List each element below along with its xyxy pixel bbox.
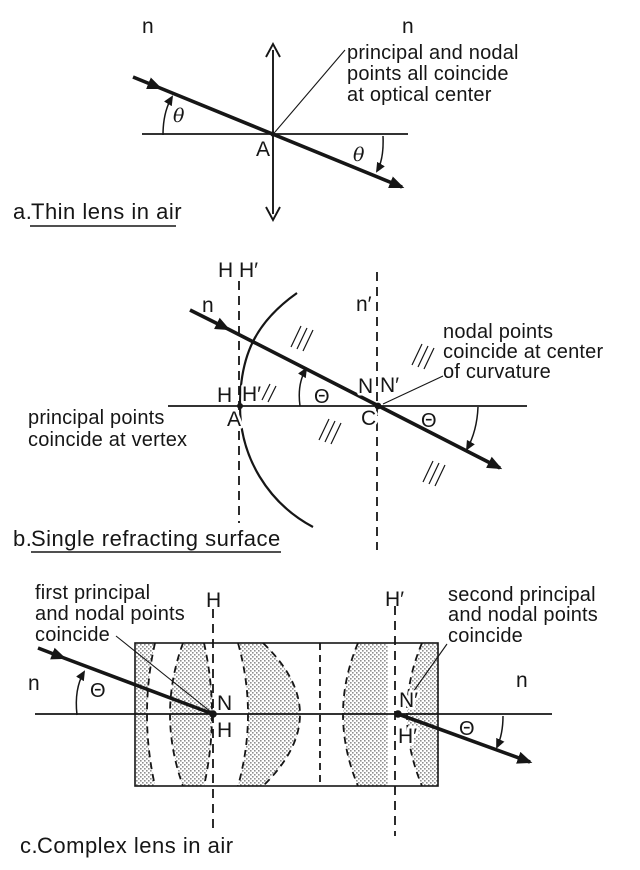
fig-b-h-prime-label: H′	[242, 383, 262, 406]
fig-c-note-right-line-2: and nodal points	[448, 604, 598, 626]
fig-c-principal-prime-label: H′	[398, 725, 418, 748]
fig-b-glass-hatch-1	[291, 326, 313, 351]
fig-b-theta-lower-label: Θ	[421, 410, 437, 432]
fig-b-nodal-label: N	[358, 375, 374, 398]
fig-c-nodal-label: N	[217, 692, 233, 715]
fig-c-h-prime-plane-label: H′	[385, 588, 405, 611]
fig-a-caption: Thin lens in air	[31, 199, 183, 224]
fig-b-glass-hatch-3	[319, 419, 341, 444]
fig-c-note-left-line-1: first principal	[35, 582, 151, 604]
fig-b-glass-hatch-2	[262, 384, 276, 402]
fig-b-note-left-line-2: coincide at vertex	[28, 429, 188, 451]
fig-c-note-right-line-3: coincide	[448, 625, 523, 647]
fig-a-theta-left-label: θ	[173, 105, 185, 127]
fig-a-vertex-label: A	[256, 138, 271, 161]
fig-b-caption-prefix: b.	[13, 526, 33, 551]
fig-a-index-n-right-label: n	[402, 15, 414, 38]
fig-b-theta-upper-label: Θ	[314, 386, 330, 408]
fig-a-note-callout-line	[275, 50, 345, 132]
fig-b-center-label: C	[361, 407, 377, 430]
fig-c-principal-label: H	[217, 719, 233, 742]
fig-a-caption-prefix: a.	[13, 199, 33, 224]
fig-a-angle-arc-left	[163, 97, 172, 135]
fig-b-refracting-surface	[240, 293, 313, 527]
fig-b-h-label: H	[217, 384, 233, 407]
figure-c-complex-lens	[20, 582, 598, 858]
fig-b-angle-arc-upper	[299, 369, 306, 406]
fig-c-theta-left-label: Θ	[90, 680, 106, 702]
fig-b-note-left-line-1: principal points	[28, 407, 165, 429]
fig-b-caption: Single refracting surface	[31, 526, 281, 551]
fig-c-index-n-left-label: n	[28, 672, 40, 695]
figure-a-thin-lens	[13, 15, 519, 226]
fig-b-nodal-prime-label: N′	[380, 374, 400, 397]
fig-b-glass-hatch-4	[412, 344, 434, 369]
fig-c-angle-arc-left	[76, 672, 84, 715]
fig-a-note-line-3: at optical center	[347, 84, 492, 106]
fig-b-vertex-label: A	[227, 408, 242, 431]
fig-c-index-n-right-label: n	[516, 669, 528, 692]
fig-b-glass-hatch-5	[423, 461, 445, 486]
fig-b-angle-arc-lower	[467, 407, 478, 449]
fig-a-index-n-left-label: n	[142, 15, 154, 38]
fig-a-note-line-2: points all coincide	[347, 63, 509, 85]
fig-c-h-plane-label: H	[206, 589, 222, 612]
figure-b-single-refracting-surface	[13, 259, 603, 552]
fig-c-caption: Complex lens in air	[37, 833, 234, 858]
fig-c-note-left-line-2: and nodal points	[35, 603, 185, 625]
fig-a-optical-center-point	[270, 131, 275, 136]
fig-b-principal-planes-label: H H′	[218, 259, 259, 282]
fig-b-note-right-line-3: of curvature	[443, 361, 552, 383]
fig-c-note-right-line-1: second principal	[448, 584, 596, 606]
fig-b-note-right-line-1: nodal points	[443, 321, 554, 343]
fig-b-note-right-line-2: coincide at center	[443, 341, 604, 363]
fig-c-theta-right-label: Θ	[459, 718, 475, 740]
fig-c-nodal-prime-label: N′	[399, 689, 419, 712]
fig-b-index-n-prime-label: n′	[356, 293, 372, 316]
fig-a-angle-arc-right	[377, 136, 383, 171]
fig-c-caption-prefix: c.	[20, 833, 39, 858]
fig-c-first-nodal-point	[209, 710, 217, 718]
fig-b-index-n-label: n	[202, 294, 214, 317]
fig-c-note-left-line-3: coincide	[35, 624, 110, 646]
fig-a-note-line-1: principal and nodal	[347, 42, 519, 64]
fig-c-angle-arc-right	[497, 716, 503, 747]
fig-a-theta-right-label: θ	[353, 144, 365, 166]
